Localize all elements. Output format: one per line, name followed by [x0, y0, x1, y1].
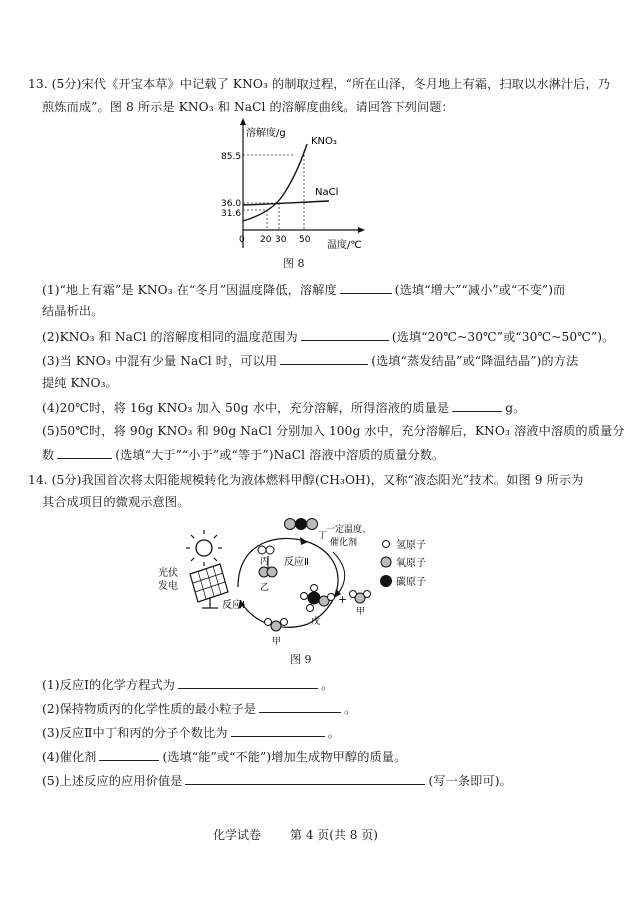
y-axis-arrow	[240, 118, 246, 125]
q14-sub3: (3)反应Ⅱ中丁和丙的分子个数比为 。	[42, 726, 340, 740]
legend-oxygen: 氧原子	[396, 558, 426, 569]
x-axis-arrow	[358, 227, 365, 233]
q13-sub1-cont: 结晶析出。	[42, 304, 104, 318]
reaction-2-arrow	[333, 552, 345, 596]
q13-sub5-cont: 数 (选填“大于”“小于”或“等于”)NaCl 溶液中溶质的质量分数。	[42, 448, 445, 462]
q13-sub3: (3)当 KNO₃ 中混有少量 NaCl 时，可以用 (选填“蒸发结晶”或“降温结晶”)的方法	[42, 354, 579, 368]
q14-sub1: (1)反应Ⅰ的化学方程式为 。	[42, 678, 334, 692]
label-yi: 乙	[260, 583, 270, 593]
nacl-label: NaCl	[315, 187, 339, 198]
reaction-arrow-cycle	[238, 538, 338, 627]
q13-sub1: (1)“地上有霜”是 KNO₃ 在“冬月”因温度降低，溶解度 (选填“增大”“减小”或“不变”)而	[42, 283, 566, 297]
label-ding: 丁	[318, 531, 328, 541]
q14-sub2: (2)保持物质丙的化学性质的最小粒子是 。	[42, 702, 357, 716]
molecule-ch3oh-wu	[301, 585, 335, 612]
x-tick-50: 50	[299, 235, 311, 245]
q13-sub5: (5)50℃时，将 90g KNO₃ 和 90g NaCl 分别加入 100g 水中，充分溶解后，KNO₃ 溶液中溶质的质量分	[42, 424, 625, 438]
q14-stem-line2: 其合成项目的微观示意图。	[42, 495, 190, 509]
legend-carbon: 碳原子	[396, 577, 426, 588]
q13-answer-blank-3[interactable]	[280, 352, 368, 365]
q13-stem-line1: 13. (5分)宋代《开宝本草》中记载了 KNO₃ 的制取过程，“所在山泽，冬月地上有霜，扫取以水淋汁后，乃	[28, 77, 611, 91]
label-jia-1: 甲	[272, 637, 282, 647]
label-wu: 戊	[311, 617, 321, 627]
footer-subject: 化学试卷	[213, 828, 262, 842]
molecule-co2-ding	[285, 518, 318, 530]
sun-icon	[186, 530, 222, 566]
q13-sub2: (2)KNO₃ 和 NaCl 的溶解度相同的温度范围为 (选填“20℃~30℃”或“30℃~50℃”)。	[42, 330, 615, 344]
q13-sub3-cont: 提纯 KNO₃。	[42, 376, 118, 390]
reaction-1-label: 反应Ⅰ	[222, 600, 245, 611]
molecule-o2-yi	[259, 567, 277, 577]
q14-sub4: (4)催化剂 (选填“能”或“不能”)增加生成物甲醇的质量。	[42, 750, 407, 764]
q14-answer-blank-3[interactable]	[231, 724, 325, 737]
kno3-curve	[243, 144, 307, 221]
figure-8-caption: 图 8	[283, 257, 305, 270]
reaction-condition-1: 一定温度、	[326, 525, 372, 535]
q14-answer-blank-1[interactable]	[178, 676, 318, 689]
q13-stem-line2: 煎炼而成”。图 8 所示是 KNO₃ 和 NaCl 的溶解度曲线。请回答下列问题：	[42, 100, 454, 114]
q13-answer-blank-4[interactable]	[452, 399, 502, 412]
molecule-h2o-jia	[265, 619, 288, 632]
x-tick-0: 0	[239, 235, 245, 245]
legend-hydrogen: 氢原子	[396, 540, 426, 551]
q14-sub5: (5)上述反应的应用价值是 (写一条即可)。	[42, 774, 512, 788]
legend-carbon-icon	[380, 575, 392, 587]
q14-answer-blank-2[interactable]	[259, 700, 341, 713]
reaction-2-label: 反应Ⅱ	[284, 557, 309, 568]
figure-9-caption: 图 9	[290, 653, 312, 666]
legend-oxygen-icon	[381, 557, 391, 567]
q13-answer-blank-5[interactable]	[57, 446, 112, 459]
plus-sign: +	[338, 593, 348, 606]
molecule-h2o-jia-2	[350, 591, 371, 604]
q14-answer-blank-5[interactable]	[185, 772, 425, 785]
solubility-chart	[215, 118, 365, 258]
synthesis-diagram	[158, 512, 478, 652]
q14-answer-blank-4[interactable]	[99, 748, 159, 761]
x-axis-label: 温度/℃	[327, 240, 362, 251]
molecule-h2-bing	[258, 546, 274, 554]
q13-answer-blank-2[interactable]	[301, 328, 389, 341]
q13-sub4: (4)20℃时，将 16g KNO₃ 加入 50g 水中，充分溶解，所得溶液的质量是 g。	[42, 401, 526, 415]
legend-hydrogen-icon	[383, 541, 390, 548]
footer-page-number: 第 4 页(共 8 页)	[290, 828, 378, 842]
q14-stem-line1: 14. (5分)我国首次将太阳能规模转化为液体燃料甲醇(CH₃OH)，又称“液态阳光”技术。如图 9 所示为	[28, 473, 584, 487]
y-tick-31-6: 31.6	[221, 209, 242, 219]
y-axis-label: 溶解度/g	[246, 128, 286, 139]
pv-label-line2: 发电	[158, 581, 178, 592]
y-tick-85-5: 85.5	[221, 152, 242, 162]
q13-answer-blank-1[interactable]	[340, 281, 392, 294]
reaction-condition-2: 催化剂	[330, 538, 358, 548]
x-tick-20: 20	[260, 235, 272, 245]
y-tick-36-0: 36.0	[221, 199, 242, 209]
kno3-label: KNO₃	[311, 136, 337, 147]
x-tick-30: 30	[275, 235, 287, 245]
pv-label-line1: 光伏	[158, 568, 178, 579]
label-jia-2: 甲	[356, 607, 366, 617]
label-bing: 丙	[260, 557, 270, 567]
